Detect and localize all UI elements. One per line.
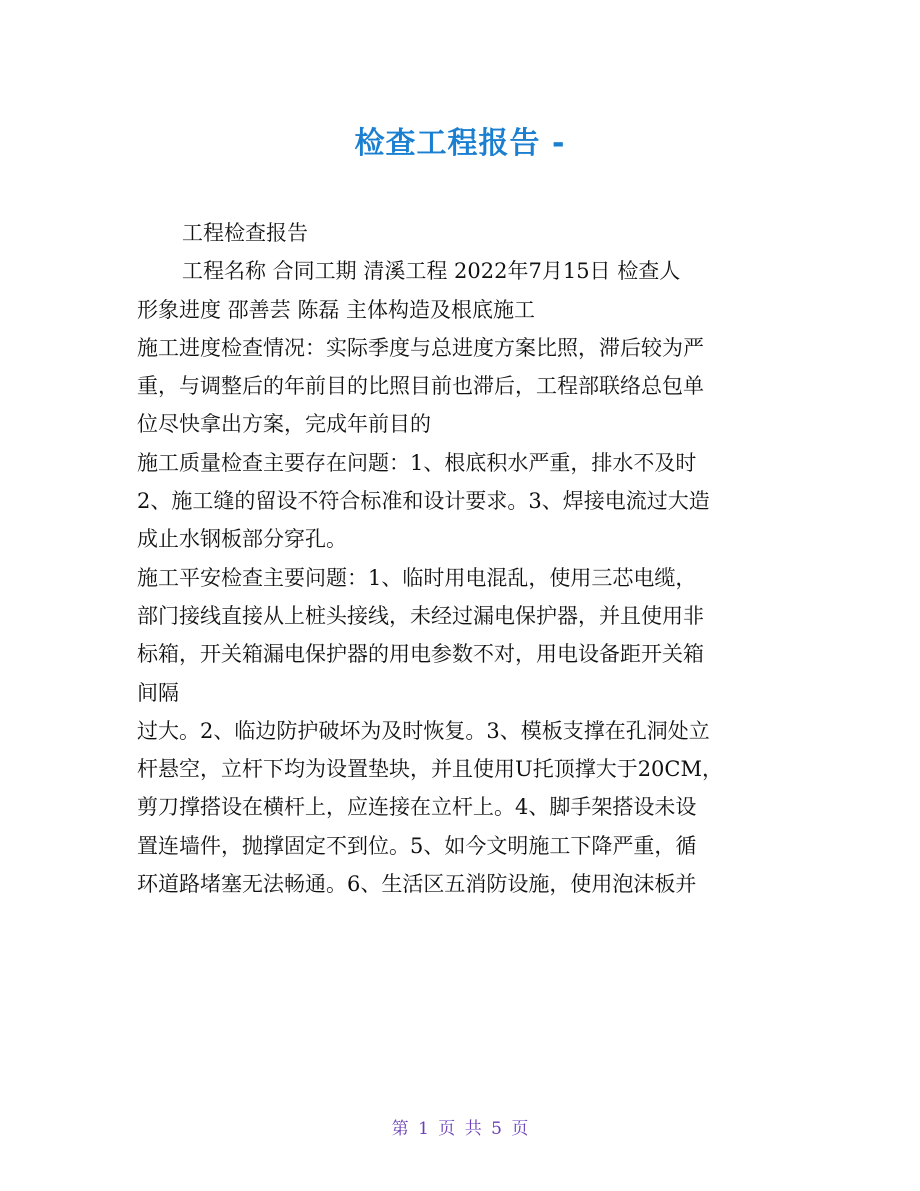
paragraph-line: 重，与调整后的年前目的比照目前也滞后，工程部联络总包单 bbox=[137, 374, 704, 399]
document-title: 检查工程报告 - bbox=[354, 126, 566, 161]
paragraph-line: 间隔 bbox=[137, 680, 179, 705]
paragraph-line: 过大。2、临边防护破坏为及时恢复。3、模板支撑在孔洞处立 bbox=[137, 718, 710, 743]
paragraph-line: 剪刀撑搭设在横杆上，应连接在立杆上。4、脚手架搭设未设 bbox=[137, 795, 697, 820]
page-number-footer: 第 1 页 共 5 页 bbox=[391, 1119, 529, 1139]
report-heading-line: 工程检查报告 bbox=[182, 221, 308, 245]
paragraph-line: 杆悬空，立杆下均为设置垫块，并且使用U托顶撑大于20CM， bbox=[137, 757, 723, 782]
paragraph-line: 施工质量检查主要存在问题：1、根底积水严重，排水不及时 bbox=[137, 450, 697, 475]
paragraph-line: 施工进度检查情况：实际季度与总进度方案比照，滞后较为严 bbox=[137, 335, 704, 360]
paragraph-line: 施工平安检查主要问题：1、临时用电混乱，使用三芯电缆， bbox=[137, 565, 697, 590]
paragraph-line: 位尽快拿出方案，完成年前目的 bbox=[137, 412, 431, 437]
paragraph-line: 部门接线直接从上桩头接线，未经过漏电保护器，并且使用非 bbox=[137, 603, 704, 628]
paragraph-line: 标箱，开关箱漏电保护器的用电参数不对，用电设备距开关箱 bbox=[137, 642, 704, 667]
paragraph-line: 置连墙件，抛撑固定不到位。5、如今文明施工下降严重，循 bbox=[137, 833, 697, 858]
paragraph-line: 成止水钢板部分穿孔。 bbox=[137, 527, 347, 552]
document-body bbox=[137, 214, 787, 903]
paragraph-line: 形象进度 邵善芸 陈磊 主体构造及根底施工 bbox=[137, 297, 536, 322]
project-info-line: 工程名称 合同工期 清溪工程 2022年7月15日 检查人 bbox=[182, 259, 681, 284]
paragraph-line: 2、施工缝的留设不符合标准和设计要求。3、焊接电流过大造 bbox=[137, 489, 710, 514]
paragraph-line: 环道路堵塞无法畅通。6、生活区五消防设施，使用泡沫板并 bbox=[137, 872, 697, 897]
